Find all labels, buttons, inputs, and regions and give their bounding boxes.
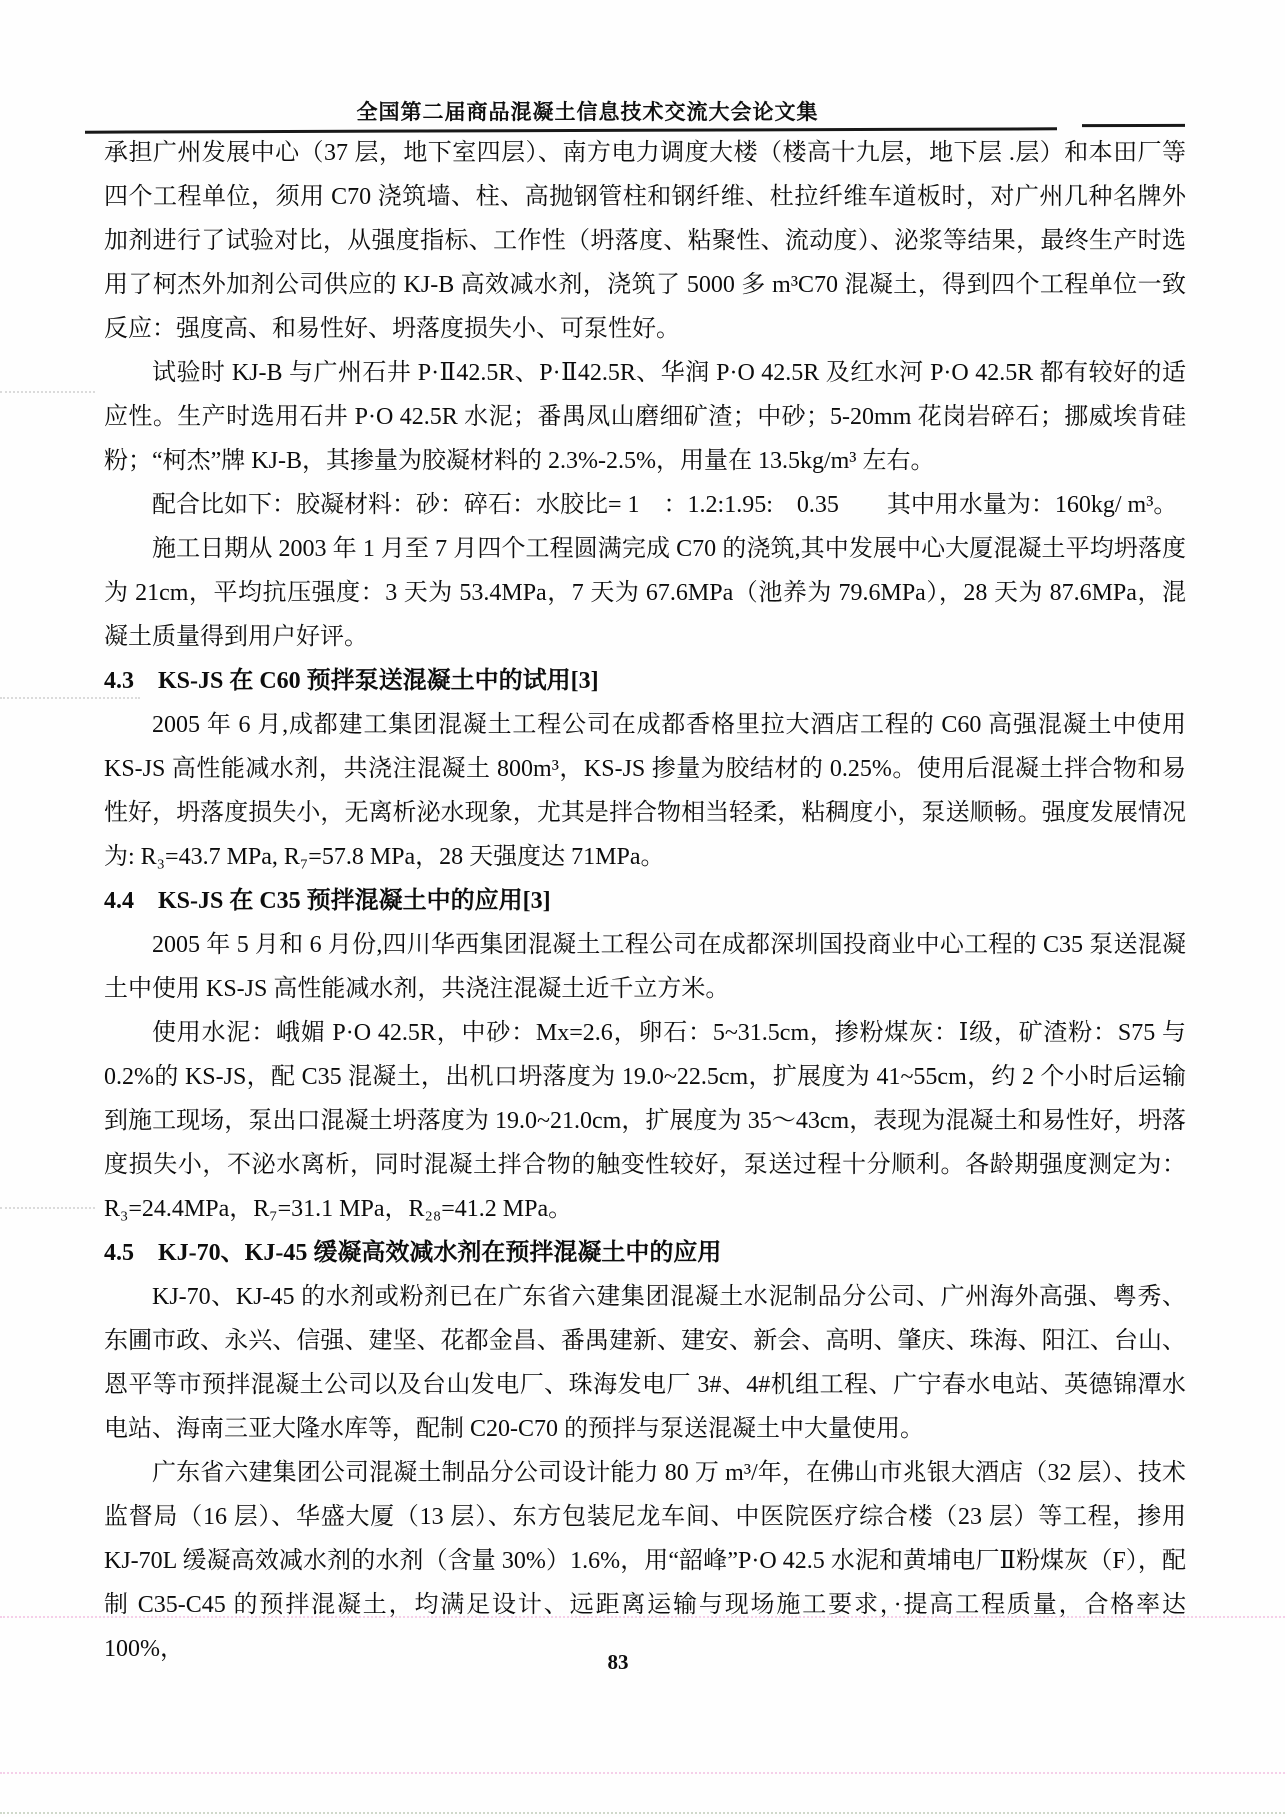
scan-artifact-dotted-line (0, 1772, 1285, 1774)
header-rule-right (1082, 124, 1185, 127)
paragraph: 2005 年 6 月,成都建工集团混凝土工程公司在成都香格里拉大酒店工程的 C60 高强混凝土中使用 KS-JS 高性能减水剂，共浇注混凝土 800m³，KS-JS 掺量为胶结材的 0.25%。使用后混凝土拌合物和易性好，坍落度损失小，无离析泌水现象，尤其是拌合物相当轻柔，粘稠度小，泵送顺畅。强度发展情况为: R₃=43.7 MPa, R₇=57.8 MPa，28 天强度达 71MPa。 (104, 712, 1186, 870)
scan-artifact-dotted-line (0, 697, 140, 699)
scan-artifact-dotted-line (0, 1207, 95, 1209)
paragraph: 2005 年 5 月和 6 月份,四川华西集团混凝土工程公司在成都深圳国投商业中心工程的 C35 泵送混凝土中使用 KS-JS 高性能减水剂，共浇注混凝土近千立方米。 (104, 932, 1186, 1002)
paragraph: 广东省六建集团公司混凝土制品分公司设计能力 80 万 m³/年，在佛山市兆银大酒店（32 层）、技术监督局（16 层）、华盛大厦（13 层）、东方包装尼龙车间、中医院医疗综合楼（23 层）等工程，掺用 KJ-70L 缓凝高效减水剂的水剂（含量 30%）1.6%，用“韶峰”P·O 42.5 水泥和黄埔电厂Ⅱ粉煤灰（F），配制 C35-C45 的预拌混凝土，均满足设计、远距离运输与现场施工要求，·提高工程质量，合格率达 100%， (104, 1460, 1186, 1662)
paragraph-continuation: 承担广州发展中心（37 层，地下室四层）、南方电力调度大楼（楼高十九层，地下层 .层）和本田厂等四个工程单位，须用 C70 浇筑墙、柱、高抛钢管柱和钢纤维、杜拉纤维车道板时，对广州几种名牌外加剂进行了试验对比，从强度指标、工作性（坍落度、粘聚性、流动度）、泌浆等结果，最终生产时选用了柯杰外加剂公司供应的 KJ-B 高效减水剂，浇筑了 5000 多 m³C70 混凝土，得到四个工程单位一致反应：强度高、和易性好、坍落度损失小、可泵性好。 (104, 140, 1186, 342)
paragraph: 施工日期从 2003 年 1 月至 7 月四个工程圆满完成 C70 的浇筑,其中发展中心大厦混凝土平均坍落度为 21cm，平均抗压强度：3 天为 53.4MPa，7 天为 67.6MPa（池养为 79.6MPa），28 天为 87.6MPa，混凝土质量得到用户好评。 (104, 536, 1186, 650)
paragraph: KJ-70、KJ-45 的水剂或粉剂已在广东省六建集团混凝土水泥制品分公司、广州海外高强、粤秀、东圃市政、永兴、信强、建坚、花都金昌、番禺建新、建安、新会、高明、肇庆、珠海、阳江、台山、恩平等市预拌混凝土公司以及台山发电厂、珠海发电厂 3#、4#机组工程、广宁春水电站、英德锦潭水电站、海南三亚大隆水库等，配制 C20-C70 的预拌与泵送混凝土中大量使用。 (104, 1284, 1186, 1442)
scan-artifact-dotted-line (0, 391, 95, 393)
paragraph: 试验时 KJ-B 与广州石井 P·Ⅱ42.5R、P·Ⅱ42.5R、华润 P·O 42.5R 及红水河 P·O 42.5R 都有较好的适应性。生产时选用石井 P·O 42.5R 水泥；番禺凤山磨细矿渣；中砂；5-20mm 花岗岩碎石；挪威埃肯硅粉；“柯杰”牌 KJ-B，其掺量为胶凝材料的 2.3%-2.5%，用量在 13.5kg/m³ 左右。 (104, 360, 1186, 474)
paragraph-mix-proportion: 配合比如下：胶凝材料：砂：碎石：水胶比= 1 ：1.2:1.95: 0.35 其中用水量为：160kg/ m³。 (152, 492, 1178, 518)
page-number: 83 (607, 1650, 629, 1674)
section-heading-4-5: 4.5 KJ-70、KJ-45 缓凝高效减水剂在预拌混凝土中的应用 (104, 1240, 722, 1266)
document-body (104, 131, 1186, 1671)
running-header-title: 全国第二届商品混凝土信息技术交流大会论文集 (356, 100, 819, 124)
paragraph: 使用水泥：峨媚 P·O 42.5R，中砂：Mx=2.6，卵石：5~31.5cm，掺粉煤灰：Ⅰ级，矿渣粉：S75 与 0.2%的 KS-JS，配 C35 混凝土，出机口坍落度为 19.0~22.5cm，扩展度为 41~55cm，约 2 个小时后运输到施工现场，泵出口混凝土坍落度为 19.0~21.0cm，扩展度为 35～43cm，表现为混凝土和易性好，坍落度损失小，不泌水离析，同时混凝土拌合物的触变性较好，泵送过程十分顺利。各龄期强度测定为：R₃=24.4MPa，R₇=31.1 MPa，R₂₈=41.2 MPa。 (104, 1020, 1186, 1222)
scan-artifact-dotted-line (0, 1812, 1285, 1814)
scan-artifact-dotted-line (0, 1616, 1285, 1618)
section-heading-4-3: 4.3 KS-JS 在 C60 预拌泵送混凝土中的试用[3] (104, 668, 599, 694)
section-heading-4-4: 4.4 KS-JS 在 C35 预拌混凝土中的应用[3] (104, 888, 551, 914)
